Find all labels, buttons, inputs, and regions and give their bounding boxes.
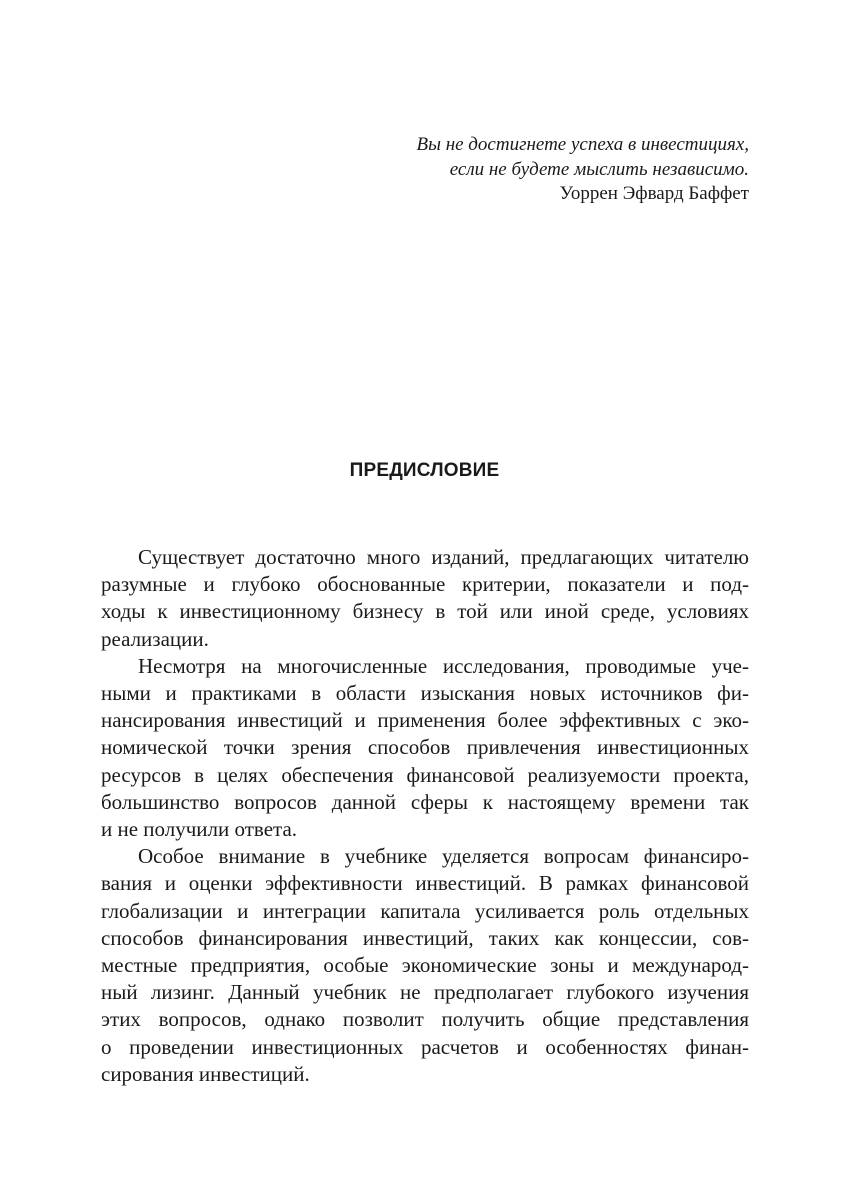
- text-line: способов финансирования инвестиций, таких как концессии, сов-: [101, 925, 749, 950]
- epigraph-quote-line: Вы не достигнете успеха в инвестициях,: [416, 134, 749, 155]
- text-line: этих вопросов, однако позволит получить общие представления: [101, 1007, 749, 1032]
- text-line: нансирования инвестиций и применения более эффективных с эко-: [101, 708, 749, 733]
- text-line: местные предприятия, особые экономические зоны и международ-: [101, 953, 749, 978]
- text-line: разумные и глубоко обоснованные критерии, показатели и под-: [101, 572, 749, 597]
- text-line: вания и оценки эффективности инвестиций. В рамках финансовой: [101, 871, 749, 896]
- text-line: глобализации и интеграции капитала усиливается роль отдельных: [101, 898, 749, 923]
- text-line: Существует достаточно много изданий, предлагающих читателю: [138, 545, 749, 569]
- paragraph: [101, 843, 749, 1088]
- paragraph: [101, 544, 749, 653]
- paragraph: [101, 653, 749, 843]
- epigraph-author: Уоррен Эфвард Баффет: [559, 183, 749, 204]
- text-line: ный лизинг. Данный учебник не предполагает глубокого изучения: [101, 980, 749, 1005]
- text-line: Несмотря на многочисленные исследования, проводимые уче-: [138, 653, 749, 678]
- text-line: большинство вопросов данной сферы к настоящему времени так: [101, 789, 749, 814]
- text-line: и не получили ответа.: [101, 817, 298, 842]
- text-line: Особое внимание в учебнике уделяется вопросам финансиро-: [138, 844, 749, 869]
- section-heading: ПРЕДИСЛОВИЕ: [349, 460, 500, 481]
- body-text: [101, 544, 749, 1088]
- text-line: реализации.: [101, 626, 209, 651]
- text-line: о проведении инвестиционных расчетов и особенностях финан-: [101, 1034, 749, 1059]
- epigraph-quote-line: если не будете мыслить независимо.: [449, 158, 749, 180]
- text-line: сирования инвестиций.: [101, 1061, 310, 1086]
- text-line: номической точки зрения способов привлечения инвестиционных: [101, 735, 749, 760]
- text-line: ными и практиками в области изыскания новых источников фи-: [101, 681, 749, 706]
- epigraph: [416, 133, 749, 207]
- text-line: ходы к инвестиционному бизнесу в той или иной среде, условиях: [101, 599, 749, 624]
- text-line: ресурсов в целях обеспечения финансовой реализуемости проекта,: [101, 762, 749, 787]
